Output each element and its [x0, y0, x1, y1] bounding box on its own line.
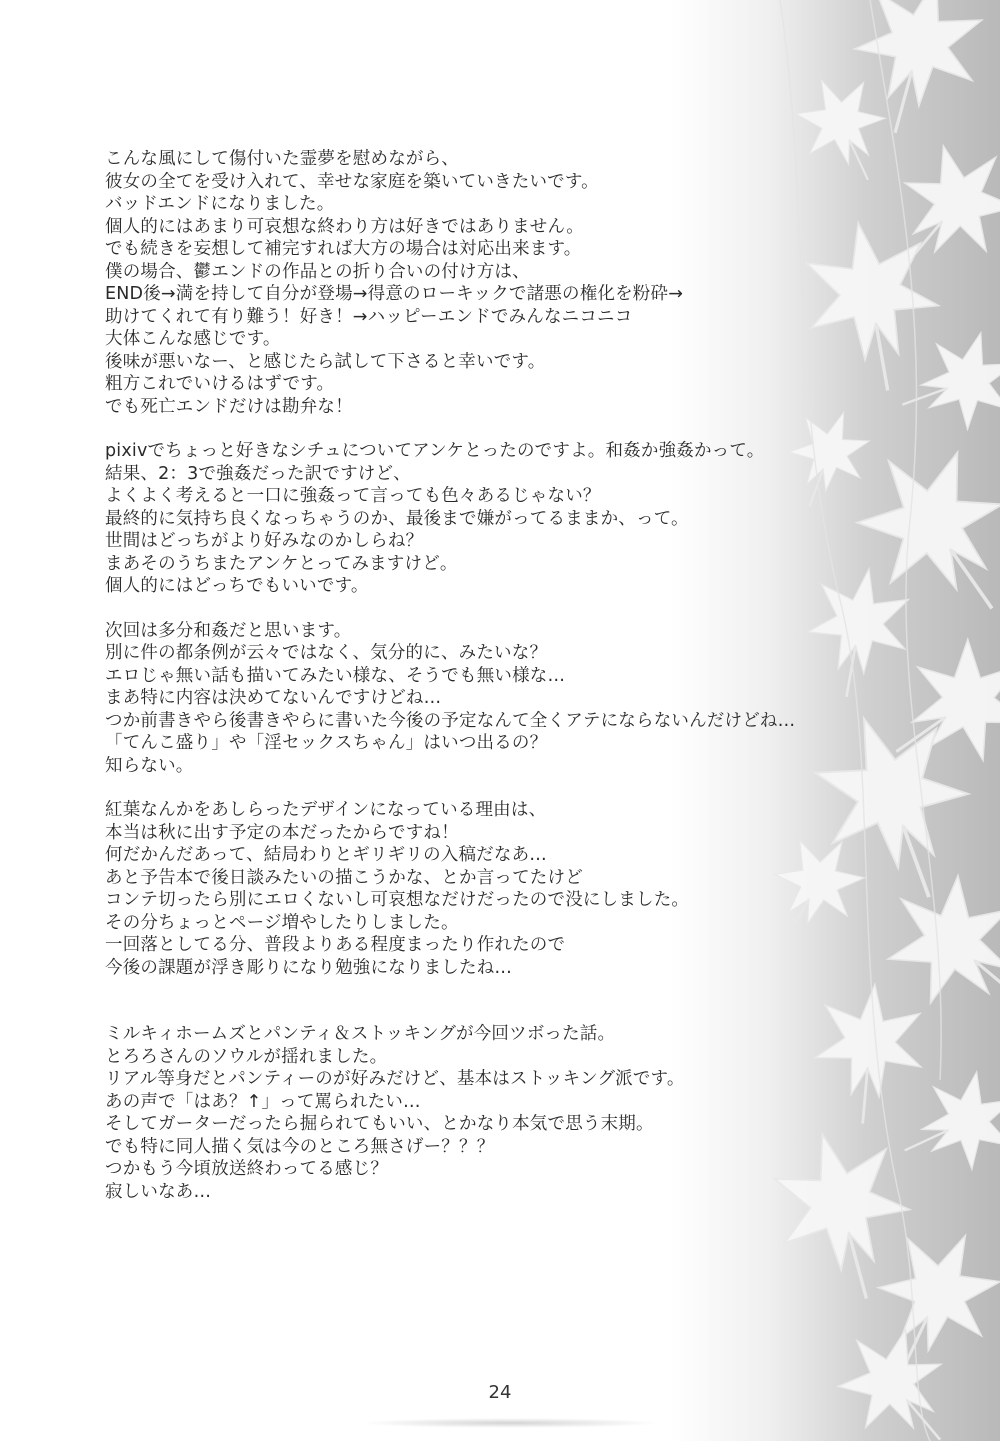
- page-number: 24: [488, 1382, 512, 1403]
- text-line: 助けてくれて有り難う！好き！→ハッピーエンドでみんなニコニコ: [105, 306, 633, 327]
- text-line: バッドエンドになりました。: [105, 194, 335, 214]
- text-line: ミルキィホームズとパンティ＆ストッキングが今回ツボった話。: [105, 1024, 616, 1044]
- text-line: とろろさんのソウルが揺れました。: [105, 1046, 388, 1067]
- text-line: でも続きを妄想して補完すれば大方の場合は対応出来ます。: [105, 239, 582, 259]
- text-line: END後→満を持して自分が登場→得意のローキックで諸悪の権化を粉砕→: [105, 284, 684, 304]
- text-line: 紅葉なんかをあしらったデザインになっている理由は、: [105, 800, 547, 820]
- text-line: 「てんこ盛り」や「淫セックスちゃん」はいつ出るの？: [105, 733, 548, 753]
- text-line: そしてガーターだったら掘られてもいい、とかなり本気で思う末期。: [105, 1114, 654, 1134]
- text-line: 結果、2：3で強姦だった訳ですけど、: [105, 463, 411, 484]
- paragraph-1: [105, 148, 835, 418]
- afterword-text: [105, 148, 835, 1225]
- text-line: でも特に同人描く気は今のところ無さげー？？？: [105, 1136, 495, 1157]
- text-line: まあ特に内容は決めてないんですけどね…: [105, 688, 442, 708]
- paragraph-3: [105, 620, 835, 778]
- paragraph-5: [105, 1023, 835, 1203]
- print-smudge: [360, 1418, 660, 1428]
- text-line: まあそのうちまたアンケとってみますけど。: [105, 553, 458, 574]
- text-line: 個人的にはあまり可哀想な終わり方は好きではありません。: [105, 216, 584, 237]
- text-line: 一回落としてる分、普段よりある程度まったり作れたので: [105, 935, 566, 955]
- text-line: リアル等身だとパンティーのが好みだけど、基本はストッキング派です。: [105, 1069, 685, 1089]
- text-line: あの声で「はあ？↑」って罵られたい…: [105, 1091, 421, 1112]
- text-line: pixivでちょっと好きなシチュについてアンケとったのですよ。和姦か強姦かって。: [105, 441, 765, 461]
- text-line: 最終的に気持ち良くなっちゃうのか、最後まで嫌がってるままか、って。: [105, 508, 689, 529]
- text-line: コンテ切ったら別にエロくないし可哀想なだけだったので没にしました。: [105, 890, 690, 910]
- paragraph-4: [105, 799, 835, 979]
- text-line: 次回は多分和姦だと思います。: [105, 620, 352, 641]
- text-line: 知らない。: [105, 755, 194, 776]
- text-line: 個人的にはどっちでもいいです。: [105, 576, 369, 596]
- text-line: こんな風にして傷付いた霊夢を慰めながら、: [105, 149, 459, 169]
- text-line: 別に件の都条例が云々ではなく、気分的に、みたいな？: [105, 643, 548, 663]
- text-line: 寂しいなあ…: [105, 1181, 212, 1202]
- text-line: 何だかんだあって、結局わりとギリギリの入稿だなあ…: [105, 845, 547, 865]
- text-line: 大体こんな感じです。: [105, 329, 281, 349]
- text-line: 本当は秋に出す予定の本だったからですね！: [105, 822, 459, 843]
- text-line: 彼女の全てを受け入れて、幸せな家庭を築いていきたいです。: [105, 171, 599, 192]
- text-line: あと予告本で後日談みたいの描こうかな、とか言ってたけど: [105, 867, 583, 888]
- text-line: つか前書きやら後書きやらに書いた今後の予定なんて全くアテにならないんだけどね…: [105, 710, 796, 731]
- text-line: 僕の場合、鬱エンドの作品との折り合いの付け方は、: [105, 261, 530, 282]
- text-line: 後味が悪いなー、と感じたら試して下さると幸いです。: [105, 351, 546, 372]
- text-line: つかもう今頃放送終わってる感じ？: [105, 1159, 389, 1179]
- text-line: 粗方これでいけるはずです。: [105, 374, 335, 394]
- text-line: エロじゃ無い話も描いてみたい様な、そうでも無い様な…: [105, 665, 566, 686]
- text-line: でも死亡エンドだけは勘弁な！: [105, 396, 353, 417]
- text-line: その分ちょっとページ増やしたりしました。: [105, 912, 459, 933]
- text-line: よくよく考えると一口に強姦って言っても色々あるじゃない？: [105, 486, 601, 506]
- text-line: 今後の課題が浮き彫りになり勉強になりましたね…: [105, 957, 513, 978]
- paragraph-2: [105, 440, 835, 598]
- text-line: 世間はどっちがより好みなのかしらね？: [105, 531, 424, 551]
